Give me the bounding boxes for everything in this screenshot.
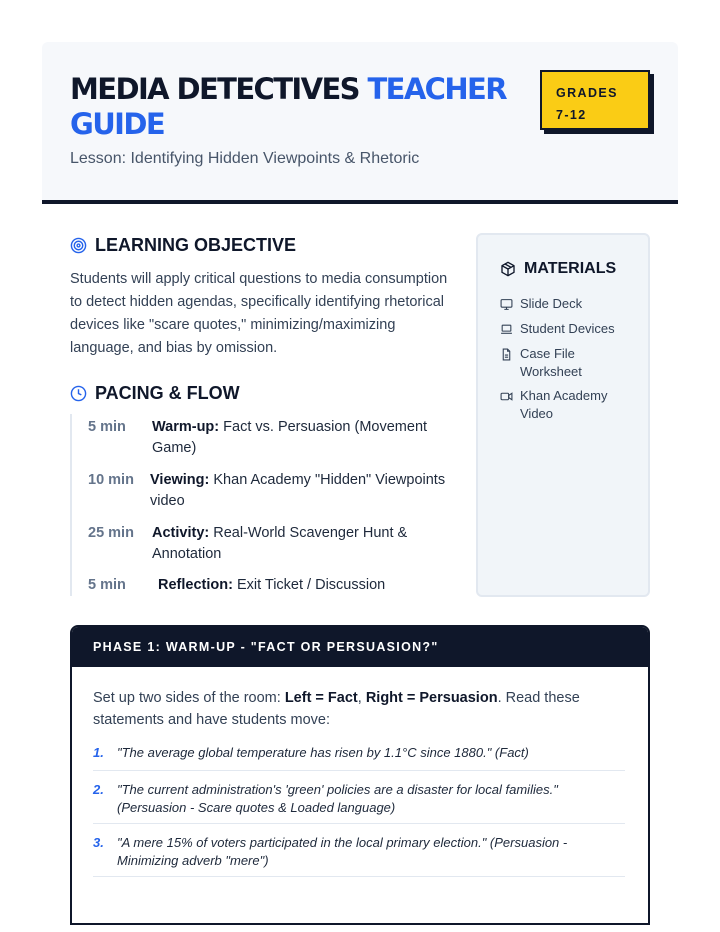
materials-item-label: Slide Deck xyxy=(520,296,583,311)
materials-item xyxy=(500,345,640,381)
statement-number: 3. xyxy=(93,835,104,850)
pacing-label: Warm-up: xyxy=(152,419,220,435)
pacing-desc xyxy=(150,470,447,512)
statement-item xyxy=(93,834,625,877)
objective-heading-label: LEARNING OBJECTIVE xyxy=(95,235,297,255)
objective-text: Students will apply critical questions to media consumption to detect hidden agendas, specifically identifying rhetorical devices like "scare quotes," minimizing/maximizing language, and bias by omission. xyxy=(70,271,448,356)
pacing-heading-label: PACING & FLOW xyxy=(95,383,240,403)
lesson-subtitle: Lesson: Identifying Hidden Viewpoints & Rhetoric xyxy=(70,150,420,167)
pacing-desc xyxy=(152,417,447,459)
clock-icon xyxy=(70,385,87,402)
header-panel xyxy=(42,42,678,200)
materials-item xyxy=(500,320,640,338)
materials-item-label: Student Devices xyxy=(520,321,615,336)
materials-heading xyxy=(500,260,616,278)
pacing-desc xyxy=(158,575,448,596)
phase-intro-post: . Read these statements and have students move: xyxy=(93,690,580,728)
pacing-text: Exit Ticket / Discussion xyxy=(232,577,386,593)
materials-panel xyxy=(476,233,650,597)
pacing-text: Real-World Scavenger Hunt & Annotation xyxy=(152,525,408,562)
header-divider xyxy=(42,200,678,204)
statement-number: 1. xyxy=(93,745,104,760)
pacing-time: 10 min xyxy=(88,472,134,488)
statement-item xyxy=(93,744,625,771)
pacing-time: 25 min xyxy=(88,525,134,541)
document-icon xyxy=(500,348,513,361)
title-main: MEDIA DETECTIVES xyxy=(70,72,368,106)
materials-item-label: Case File Worksheet xyxy=(520,346,582,379)
phase-1-title: PHASE 1: WARM-UP - "FACT OR PERSUASION?" xyxy=(72,627,648,667)
materials-item xyxy=(500,295,640,313)
monitor-icon xyxy=(500,298,513,311)
title-accent: TEACHER GUIDE xyxy=(70,72,506,141)
phase-intro-sep: , xyxy=(357,690,366,706)
page-title xyxy=(70,72,550,142)
pacing-time: 5 min xyxy=(88,419,126,435)
phase-intro-pre: Set up two sides of the room: xyxy=(93,690,285,706)
statement-text: "The average global temperature has risen by 1.1°C since 1880." (Fact) xyxy=(117,745,529,760)
pacing-desc xyxy=(152,523,447,565)
pacing-text: Khan Academy "Hidden" Viewpoints video xyxy=(150,472,446,509)
pacing-list xyxy=(70,414,450,596)
pacing-time: 5 min xyxy=(88,577,126,593)
phase-intro-right: Right = Persuasion xyxy=(365,690,498,706)
objective-heading xyxy=(70,235,296,256)
pacing-label: Activity: xyxy=(152,525,210,541)
box-icon xyxy=(500,261,516,277)
video-icon xyxy=(500,390,513,403)
grades-badge-label: GRADES xyxy=(556,86,618,100)
statement-item xyxy=(93,781,625,824)
statement-number: 2. xyxy=(93,782,104,797)
phase-1-card xyxy=(70,625,650,925)
pacing-text: Fact vs. Persuasion (Movement Game) xyxy=(152,419,428,456)
pacing-heading xyxy=(70,383,240,404)
materials-item-label: Khan Academy Video xyxy=(520,388,608,421)
laptop-icon xyxy=(500,323,513,336)
grades-badge-range: 7-12 xyxy=(556,108,587,122)
statement-text: "The current administration's 'green' policies are a disaster for local families." (Persuasion - Scare quotes & Loaded language) xyxy=(117,782,558,815)
pacing-label: Reflection: xyxy=(158,577,233,593)
phase-intro-left: Left = Fact xyxy=(284,690,358,706)
grades-badge xyxy=(540,70,650,130)
target-icon xyxy=(70,237,87,254)
materials-item xyxy=(500,387,640,423)
phase-1-intro xyxy=(93,687,623,731)
materials-heading-label: MATERIALS xyxy=(524,260,617,277)
pacing-label: Viewing: xyxy=(150,472,210,488)
statement-text: "A mere 15% of voters participated in the local primary election." (Persuasion - Minimizing adverb "mere") xyxy=(117,835,568,868)
